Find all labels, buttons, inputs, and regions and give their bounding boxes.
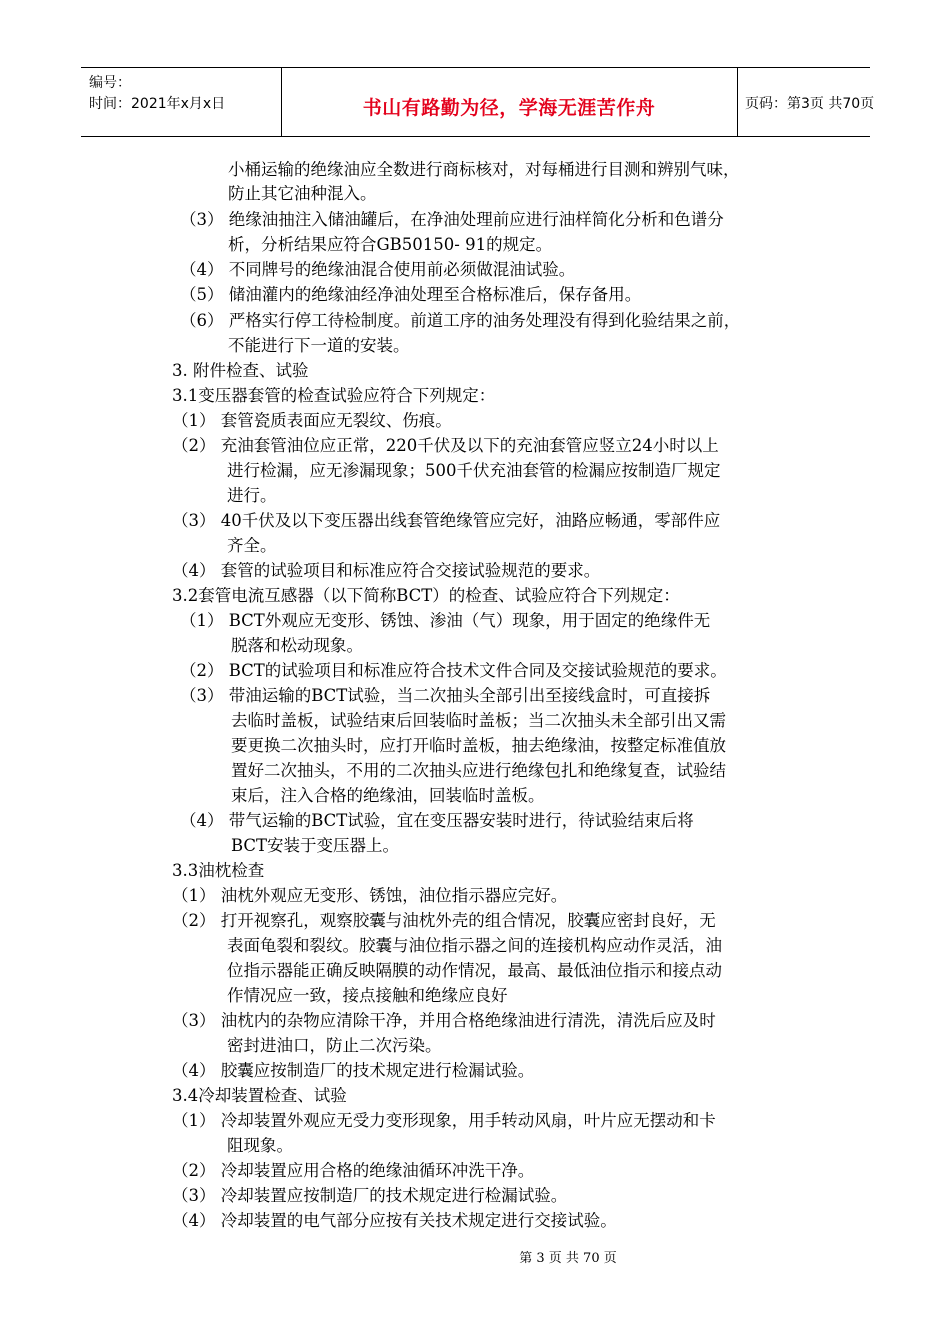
header-page-cell: [737, 68, 875, 136]
body-line: （4） 冷却装置的电气部分应按有关技术规定进行交接试验。: [172, 1211, 617, 1230]
body-line: （1） 油枕外观应无变形、锈蚀，油位指示器应完好。: [172, 886, 568, 905]
body-line: BCT安装于变压器上。: [231, 836, 400, 855]
page-header: [81, 67, 875, 137]
subsection-heading: 3.3油枕检查: [172, 861, 265, 880]
body-line: （6） 严格实行停工待检制度。前道工序的油务处理没有得到化验结果之前，: [180, 311, 741, 330]
body-line: （2） 充油套管油位应正常，220千伏及以下的充油套管应竖立24小时以上: [172, 436, 719, 455]
body-line: （1） 冷却装置外观应无受力变形现象，用手转动风扇，叶片应无摆动和卡: [172, 1111, 716, 1130]
body-line: 要更换二次抽头时，应打开临时盖板，抽去绝缘油，按整定标准值放: [231, 736, 726, 755]
page-info: 页码：第3页 共70页: [745, 96, 875, 112]
body-line: 位指示器能正确反映隔膜的动作情况，最高、最低油位指示和接点动: [227, 961, 722, 980]
body-line: 进行检漏，应无渗漏现象；500千伏充油套管的检漏应按制造厂规定: [227, 461, 721, 480]
subsection-heading: 3.1变压器套管的检查试验应符合下列规定：: [172, 386, 496, 405]
body-line: 表面龟裂和裂纹。胶囊与油位指示器之间的连接机构应动作灵活，油: [227, 936, 722, 955]
body-line: 阻现象。: [227, 1136, 293, 1155]
body-line: 脱落和松动现象。: [231, 636, 363, 655]
body-line: 进行。: [227, 486, 277, 505]
body-line: （4） 带气运输的BCT试验，宜在变压器安装时进行，待试验结束后将: [180, 811, 694, 830]
section-heading: 3. 附件检查、试验: [172, 361, 309, 380]
page-footer: 第 3 页 共 70 页: [519, 1251, 617, 1266]
body-line: 密封进油口，防止二次污染。: [227, 1036, 442, 1055]
body-line: （4） 不同牌号的绝缘油混合使用前必须做混油试验。: [180, 260, 576, 279]
body-line: （3） 40千伏及以下变压器出线套管绝缘管应完好，油路应畅通，零部件应: [172, 511, 721, 530]
date-line: 时间：2021年x月x日: [89, 96, 226, 112]
body-line: （2） 冷却装置应用合格的绝缘油循环冲洗干净。: [172, 1161, 535, 1180]
body-line: 齐全。: [227, 536, 277, 555]
body-line: 不能进行下一道的安装。: [228, 336, 410, 355]
body-line: 小桶运输的绝缘油应全数进行商标核对，对每桶进行目测和辨别气味，: [228, 160, 740, 179]
body-line: （2） 打开视察孔，观察胶囊与油枕外壳的组合情况，胶囊应密封良好，无: [172, 911, 716, 930]
body-line: 去临时盖板，试验结束后回装临时盖板；当二次抽头未全部引出又需: [231, 711, 726, 730]
body-line: 防止其它油种混入。: [228, 184, 377, 203]
body-line: （2） BCT的试验项目和标准应符合技术文件合同及交接试验规范的要求。: [180, 661, 727, 680]
motto: 书山有路勤为径，学海无涯苦作舟: [362, 97, 656, 119]
body-line: （5） 储油灌内的绝缘油经净油处理至合格标准后，保存备用。: [180, 285, 642, 304]
subsection-heading: 3.4冷却装置检查、试验: [172, 1086, 347, 1105]
body-line: （1） 套管瓷质表面应无裂纹、伤痕。: [172, 411, 452, 430]
body-line: （4） 套管的试验项目和标准应符合交接试验规范的要求。: [172, 561, 601, 580]
body-line: （3） 绝缘油抽注入储油罐后，在净油处理前应进行油样简化分析和色谱分: [180, 210, 724, 229]
body-line: 作情况应一致，接点接触和绝缘应良好: [227, 986, 508, 1005]
body-line: （3） 冷却装置应按制造厂的技术规定进行检漏试验。: [172, 1186, 568, 1205]
header-info-cell: [81, 68, 282, 136]
serial-label: 编号：: [89, 75, 131, 91]
subsection-heading: 3.2套管电流互感器（以下简称BCT）的检查、试验应符合下列规定：: [172, 586, 680, 605]
body-line: （3） 油枕内的杂物应清除干净，并用合格绝缘油进行清洗，清洗后应及时: [172, 1011, 716, 1030]
header-motto-cell: [281, 68, 738, 136]
body-line: 置好二次抽头，不用的二次抽头应进行绝缘包扎和绝缘复查，试验结: [231, 761, 726, 780]
body-line: （1） BCT外观应无变形、锈蚀、渗油（气）现象，用于固定的绝缘件无: [180, 611, 711, 630]
body-line: 束后，注入合格的绝缘油，回装临时盖板。: [231, 786, 545, 805]
body-line: （4） 胶囊应按制造厂的技术规定进行检漏试验。: [172, 1061, 535, 1080]
body-line: （3） 带油运输的BCT试验，当二次抽头全部引出至接线盒时，可直接拆: [180, 686, 711, 705]
body-line: 析，分析结果应符合GB50150- 91的规定。: [228, 235, 553, 254]
